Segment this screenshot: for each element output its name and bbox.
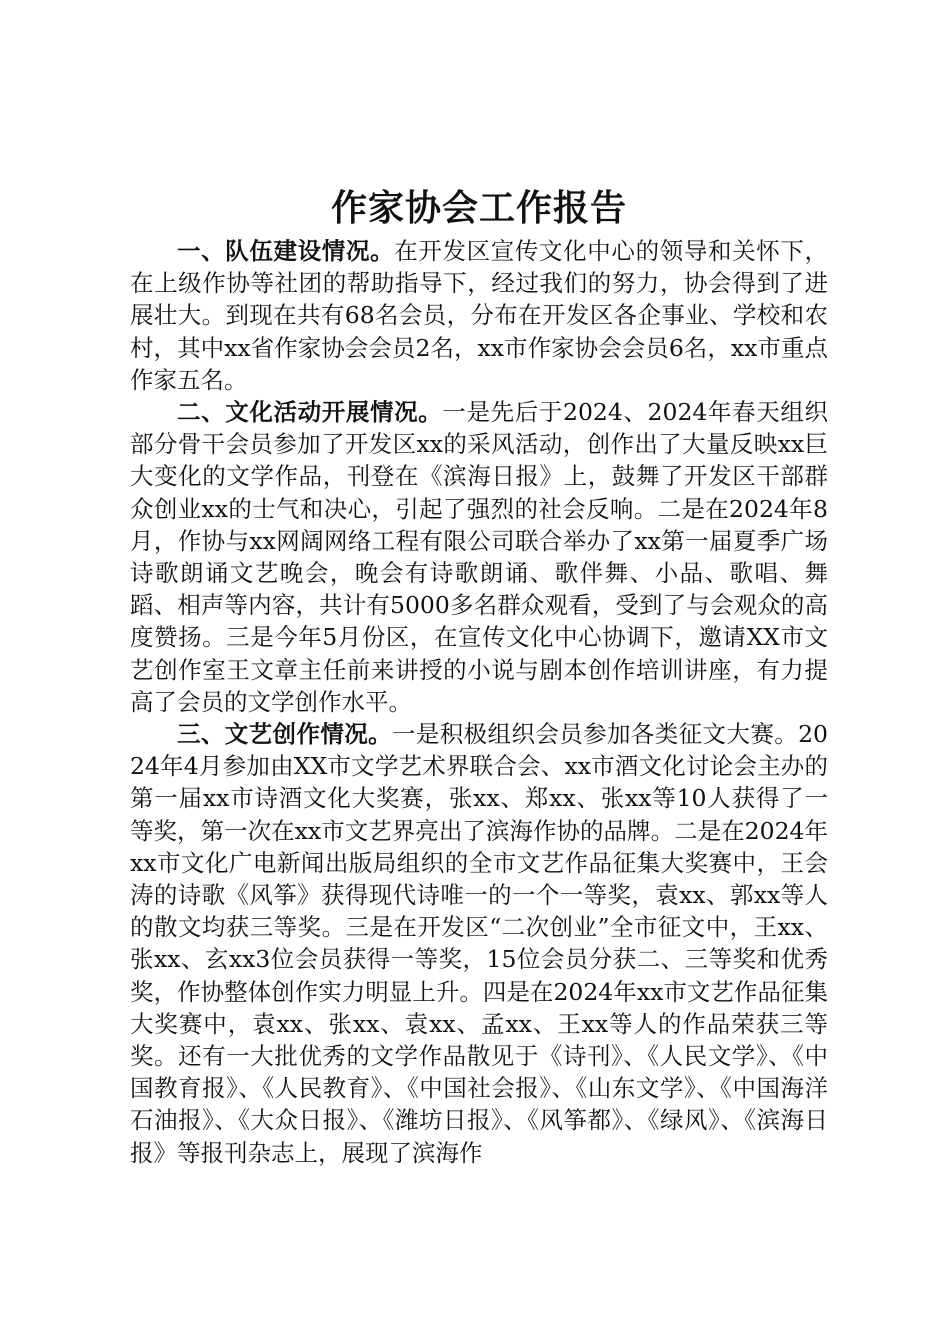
section-body-team: 在开发区宣传文化中心的领导和关怀下，在上级作协等社团的帮助指导下，经过我们的努力，协会得到了进展壮大。到现在共有68名会员，分布在开发区各企事业、学校和农村，其中xx省作家协会会员2名，xx市作家协会会员6名，xx市重点作家五名。 (130, 237, 829, 394)
section-paragraph-activities (130, 396, 828, 718)
section-body-activities: 一是先后于2024、2024年春天组织部分骨干会员参加了开发区xx的采风活动，创作出了大量反映xx巨大变化的文学作品，刊登在《滨海日报》上，鼓舞了开发区干部群众创业xx的士气和决心，引起了强烈的社会反响。二是在2024年8月，作协与xx网阔网络工程有限公司联合举办了xx第一届夏季广场诗歌朗诵文艺晚会，晚会有诗歌朗诵、歌伴舞、小品、歌唱、舞蹈、相声等内容，共计有5000多名群众观看，受到了与会观众的高度赞扬。三是今年5月份区，在宣传文化中心协调下，邀请XX市文艺创作室王文章主任前来讲授的小说与剧本创作培训讲座，有力提高了会员的文学创作水平。 (130, 398, 828, 716)
section-heading-team: 一、队伍建设情况。 (177, 237, 395, 265)
section-heading-creation: 三、文艺创作情况。 (177, 720, 392, 749)
section-paragraph-creation (130, 718, 828, 1169)
section-body-creation: 一是积极组织会员参加各类征文大赛。2024年4月参加由XX市文学艺术界联合会、xx市酒文化讨论会主办的第一届xx市诗酒文化大奖赛，张xx、郑xx、张xx等10人获得了一等奖，第一次在xx市文艺界亮出了滨海作协的品牌。二是在2024年xx市文化广电新闻出版局组织的全市文艺作品征集大奖赛中，王会涛的诗歌《风筝》获得现代诗唯一的一个一等奖，袁xx、郭xx等人的散文均获三等奖。三是在开发区“二次创业”全市征文中，王xx、张xx、玄xx3位会员获得一等奖，15位会员分获二、三等奖和优秀奖，作协整体创作实力明显上升。四是在2024年xx市文艺作品征集大奖赛中，袁xx、张xx、袁xx、孟xx、王xx等人的作品荣获三等奖。还有一大批优秀的文学作品散见于《诗刊》、《人民文学》、《中国教育报》、《人民教育》、《中国社会报》、《山东文学》、《中国海洋石油报》、《大众日报》、《潍坊日报》、《风筝都》、《绿风》、《滨海日报》等报刊杂志上，展现了滨海作 (130, 720, 829, 1167)
document-title: 作家协会工作报告 (330, 187, 627, 229)
section-heading-activities: 二、文化活动开展情况。 (177, 398, 443, 427)
section-paragraph-team (130, 235, 828, 396)
document-page (130, 183, 828, 1169)
